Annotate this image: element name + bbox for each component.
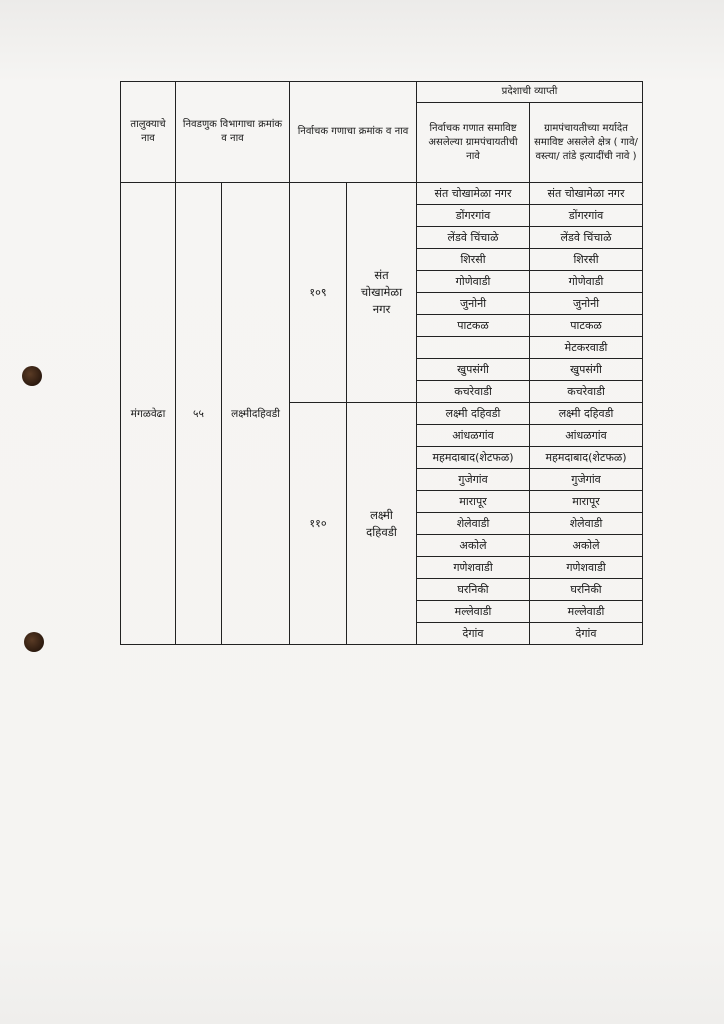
gram-panchayat-name: घरनिकी [417, 579, 530, 601]
village-name: शेलेवाडी [530, 513, 643, 535]
village-name: कचरेवाडी [530, 381, 643, 403]
village-name: गुजेगांव [530, 469, 643, 491]
gram-panchayat-name: आंधळगांव [417, 425, 530, 447]
gram-panchayat-name: मल्लेवाडी [417, 601, 530, 623]
gram-panchayat-name: पाटकळ [417, 315, 530, 337]
gram-panchayat-name: लक्ष्मी दहिवडी [417, 403, 530, 425]
village-name: डोंगरगांव [530, 205, 643, 227]
table-row [121, 183, 643, 205]
punch-hole-top [22, 366, 42, 386]
village-name: संत चोखामेळा नगर [530, 183, 643, 205]
village-name: घरनिकी [530, 579, 643, 601]
gram-panchayat-name: महमदाबाद(शेटफळ) [417, 447, 530, 469]
gram-panchayat-name [417, 337, 530, 359]
taluka-name: मंगळवेढा [121, 183, 176, 645]
village-name: मारापूर [530, 491, 643, 513]
constituency-number: ११० [290, 403, 347, 645]
gram-panchayat-name: डोंगरगांव [417, 205, 530, 227]
constituency-number: १०९ [290, 183, 347, 403]
gram-panchayat-name: गणेशवाडी [417, 557, 530, 579]
village-name: गोणेवाडी [530, 271, 643, 293]
header-constituency: निर्वाचक गणाचा क्रमांक व नाव [290, 82, 417, 183]
constituency-table [120, 81, 643, 645]
village-name: मल्लेवाडी [530, 601, 643, 623]
constituency-name: संत चोखामेळा नगर [347, 183, 417, 403]
gram-panchayat-name: मारापूर [417, 491, 530, 513]
gram-panchayat-name: देगांव [417, 623, 530, 645]
gram-panchayat-name: शिरसी [417, 249, 530, 271]
village-name: आंधळगांव [530, 425, 643, 447]
header-region: प्रदेशाची व्याप्ती [417, 82, 643, 103]
village-name: महमदाबाद(शेटफळ) [530, 447, 643, 469]
header-villages: ग्रामपंचायतीच्या मर्यादेत समाविष्ट असलेले क्षेत्र ( गावे/वस्त्या/ तांडे इत्यादींची नावे ) [530, 103, 643, 183]
division-number: ५५ [176, 183, 222, 645]
gram-panchayat-name: संत चोखामेळा नगर [417, 183, 530, 205]
village-name: मेटकरवाडी [530, 337, 643, 359]
village-name: लक्ष्मी दहिवडी [530, 403, 643, 425]
header-division: निवडणुक विभागाचा क्रमांक व नाव [176, 82, 290, 183]
village-name: गणेशवाडी [530, 557, 643, 579]
village-name: खुपसंगी [530, 359, 643, 381]
gram-panchayat-name: गुजेगांव [417, 469, 530, 491]
punch-hole-bottom [24, 632, 44, 652]
village-name: अकोले [530, 535, 643, 557]
gram-panchayat-name: कचरेवाडी [417, 381, 530, 403]
village-name: शिरसी [530, 249, 643, 271]
village-name: लेंडवे चिंचाळे [530, 227, 643, 249]
gram-panchayat-name: लेंडवे चिंचाळे [417, 227, 530, 249]
header-taluka: तालुक्याचे नाव [121, 82, 176, 183]
division-name: लक्ष्मीदहिवडी [222, 183, 290, 645]
gram-panchayat-name: शेलेवाडी [417, 513, 530, 535]
gram-panchayat-name: जुनोनी [417, 293, 530, 315]
constituency-name: लक्ष्मी दहिवडी [347, 403, 417, 645]
village-name: पाटकळ [530, 315, 643, 337]
gram-panchayat-name: खुपसंगी [417, 359, 530, 381]
gram-panchayat-name: अकोले [417, 535, 530, 557]
gram-panchayat-name: गोणेवाडी [417, 271, 530, 293]
header-gp-names: निर्वाचक गणात समाविष्ट असलेल्या ग्रामपंचायतीची नावे [417, 103, 530, 183]
village-name: देगांव [530, 623, 643, 645]
village-name: जुनोनी [530, 293, 643, 315]
